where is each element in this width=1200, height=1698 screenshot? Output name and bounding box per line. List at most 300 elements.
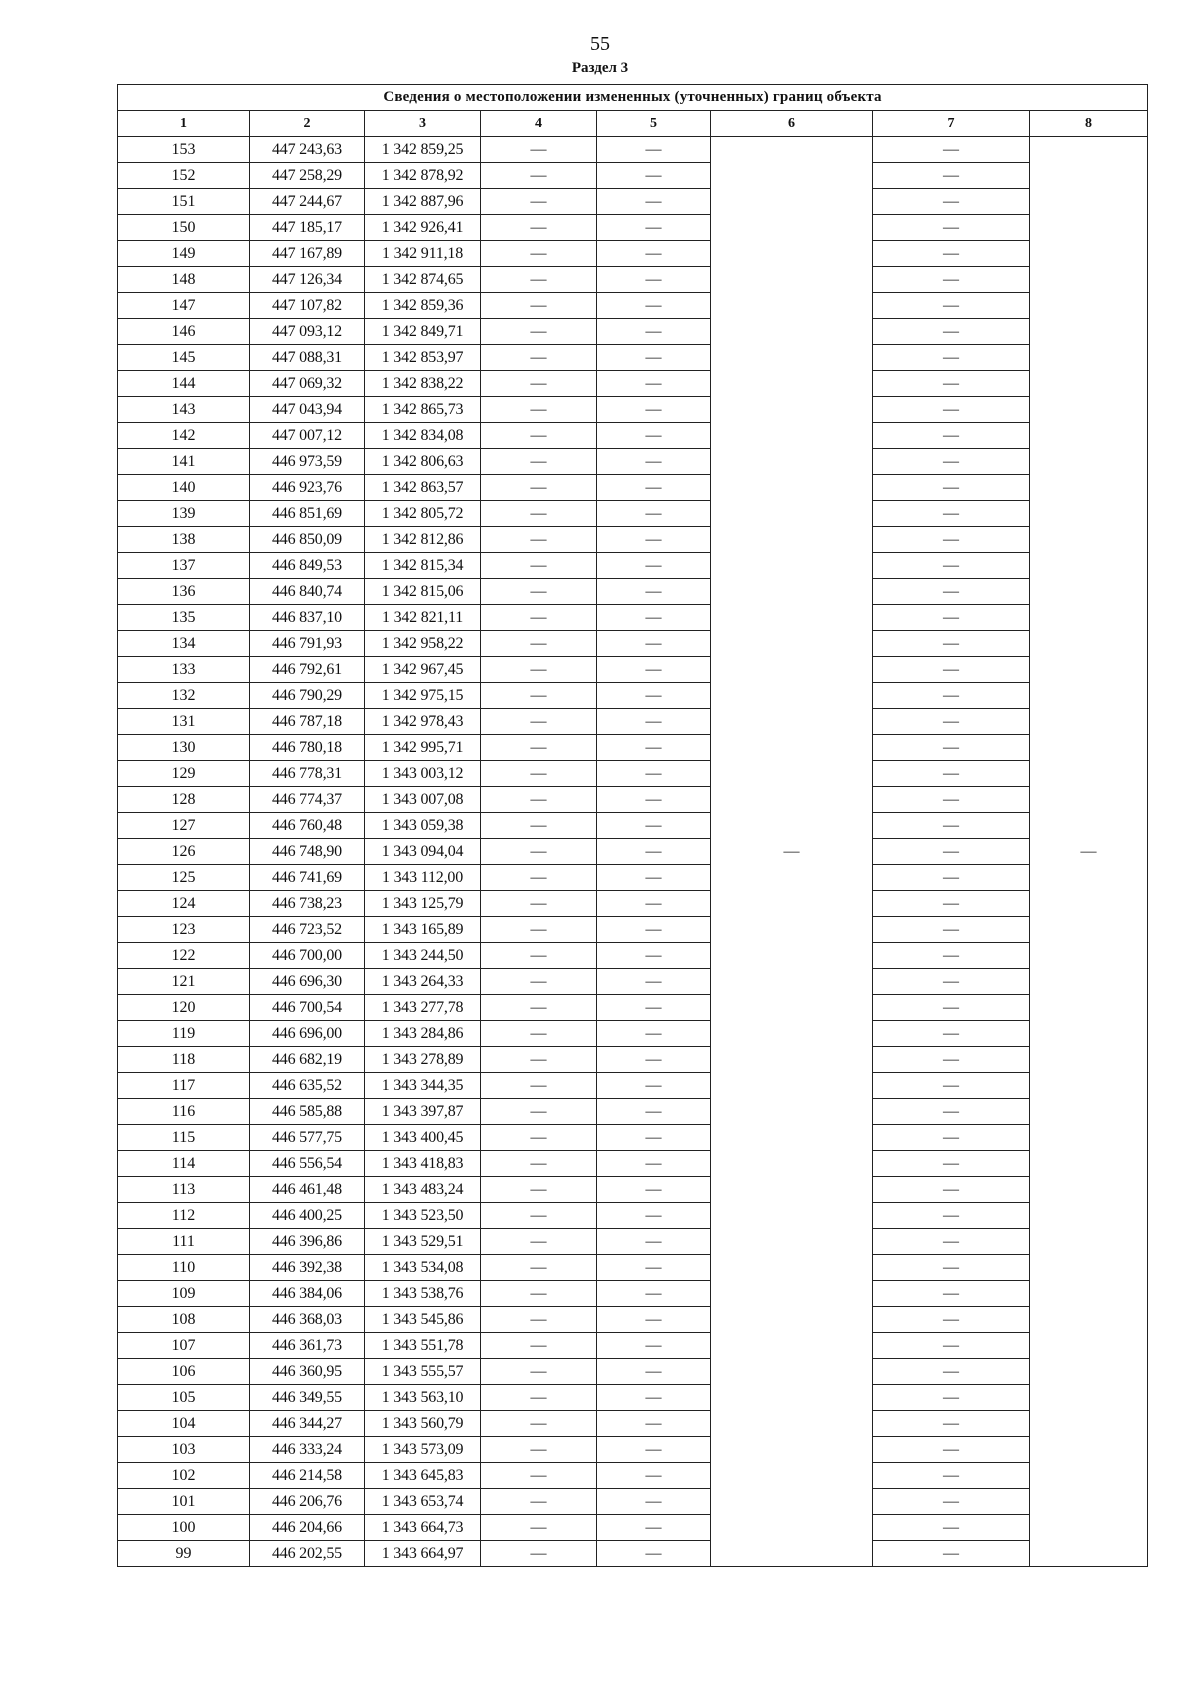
coordinate-y: 1 343 112,00 bbox=[365, 865, 481, 891]
column-7-value: — bbox=[873, 1359, 1030, 1385]
column-4-value: — bbox=[481, 475, 597, 501]
coordinate-y: 1 343 545,86 bbox=[365, 1307, 481, 1333]
column-5-value: — bbox=[597, 579, 711, 605]
coordinate-y: 1 342 812,86 bbox=[365, 527, 481, 553]
column-4-value: — bbox=[481, 1437, 597, 1463]
table-row bbox=[118, 891, 1148, 917]
table-row bbox=[118, 735, 1148, 761]
column-5-value: — bbox=[597, 969, 711, 995]
column-5-value: — bbox=[597, 605, 711, 631]
coordinate-y: 1 343 284,86 bbox=[365, 1021, 481, 1047]
column-5-value: — bbox=[597, 501, 711, 527]
coordinate-x: 446 585,88 bbox=[250, 1099, 365, 1125]
column-7-value: — bbox=[873, 1229, 1030, 1255]
coordinate-y: 1 342 958,22 bbox=[365, 631, 481, 657]
point-number: 135 bbox=[118, 605, 250, 631]
coordinate-x: 447 107,82 bbox=[250, 293, 365, 319]
column-5-value: — bbox=[597, 241, 711, 267]
column-7-value: — bbox=[873, 1151, 1030, 1177]
column-5-value: — bbox=[597, 449, 711, 475]
point-number: 119 bbox=[118, 1021, 250, 1047]
point-number: 149 bbox=[118, 241, 250, 267]
coordinate-x: 446 741,69 bbox=[250, 865, 365, 891]
table-row bbox=[118, 631, 1148, 657]
column-4-value: — bbox=[481, 1255, 597, 1281]
table-row bbox=[118, 449, 1148, 475]
column-5-value: — bbox=[597, 1281, 711, 1307]
column-4-value: — bbox=[481, 813, 597, 839]
coordinate-y: 1 343 664,97 bbox=[365, 1541, 481, 1567]
column-7-value: — bbox=[873, 449, 1030, 475]
column-8-value: — bbox=[1030, 137, 1148, 1567]
column-7-value: — bbox=[873, 787, 1030, 813]
column-4-value: — bbox=[481, 163, 597, 189]
point-number: 131 bbox=[118, 709, 250, 735]
point-number: 146 bbox=[118, 319, 250, 345]
table-row bbox=[118, 1385, 1148, 1411]
coordinate-y: 1 342 874,65 bbox=[365, 267, 481, 293]
column-7-value: — bbox=[873, 1281, 1030, 1307]
column-5-value: — bbox=[597, 1333, 711, 1359]
column-7-value: — bbox=[873, 735, 1030, 761]
point-number: 109 bbox=[118, 1281, 250, 1307]
column-5-value: — bbox=[597, 1229, 711, 1255]
table-row bbox=[118, 553, 1148, 579]
coordinate-y: 1 343 645,83 bbox=[365, 1463, 481, 1489]
table-row bbox=[118, 995, 1148, 1021]
column-7-value: — bbox=[873, 917, 1030, 943]
coordinate-x: 446 700,54 bbox=[250, 995, 365, 1021]
column-5-value: — bbox=[597, 189, 711, 215]
column-4-value: — bbox=[481, 761, 597, 787]
point-number: 151 bbox=[118, 189, 250, 215]
table-row bbox=[118, 293, 1148, 319]
column-4-value: — bbox=[481, 1099, 597, 1125]
column-4-value: — bbox=[481, 787, 597, 813]
column-7-value: — bbox=[873, 397, 1030, 423]
column-7-value: — bbox=[873, 1021, 1030, 1047]
coordinate-y: 1 342 865,73 bbox=[365, 397, 481, 423]
point-number: 143 bbox=[118, 397, 250, 423]
coordinate-y: 1 342 978,43 bbox=[365, 709, 481, 735]
coordinate-y: 1 342 863,57 bbox=[365, 475, 481, 501]
table-row bbox=[118, 241, 1148, 267]
table-body bbox=[118, 137, 1148, 1567]
coordinate-x: 446 202,55 bbox=[250, 1541, 365, 1567]
column-4-value: — bbox=[481, 527, 597, 553]
coordinate-x: 446 790,29 bbox=[250, 683, 365, 709]
point-number: 129 bbox=[118, 761, 250, 787]
point-number: 136 bbox=[118, 579, 250, 605]
coordinate-x: 446 368,03 bbox=[250, 1307, 365, 1333]
point-number: 99 bbox=[118, 1541, 250, 1567]
point-number: 144 bbox=[118, 371, 250, 397]
table-row bbox=[118, 1333, 1148, 1359]
column-4-value: — bbox=[481, 267, 597, 293]
point-number: 118 bbox=[118, 1047, 250, 1073]
column-7-value: — bbox=[873, 189, 1030, 215]
column-5-value: — bbox=[597, 1411, 711, 1437]
table-row bbox=[118, 865, 1148, 891]
coordinate-y: 1 342 806,63 bbox=[365, 449, 481, 475]
column-7-value: — bbox=[873, 631, 1030, 657]
column-5-value: — bbox=[597, 787, 711, 813]
table-row bbox=[118, 423, 1148, 449]
column-5-value: — bbox=[597, 397, 711, 423]
coordinate-y: 1 342 815,06 bbox=[365, 579, 481, 605]
coordinate-x: 446 748,90 bbox=[250, 839, 365, 865]
table-row bbox=[118, 1307, 1148, 1333]
point-number: 111 bbox=[118, 1229, 250, 1255]
coordinate-x: 446 700,00 bbox=[250, 943, 365, 969]
table-row bbox=[118, 1281, 1148, 1307]
column-5-value: — bbox=[597, 527, 711, 553]
column-5-value: — bbox=[597, 995, 711, 1021]
table-row bbox=[118, 1177, 1148, 1203]
column-4-value: — bbox=[481, 865, 597, 891]
table-row bbox=[118, 1229, 1148, 1255]
column-4-value: — bbox=[481, 1541, 597, 1567]
column-5-value: — bbox=[597, 709, 711, 735]
coordinate-x: 447 185,17 bbox=[250, 215, 365, 241]
coordinate-x: 446 344,27 bbox=[250, 1411, 365, 1437]
coordinate-x: 446 738,23 bbox=[250, 891, 365, 917]
column-7-value: — bbox=[873, 1411, 1030, 1437]
column-5-value: — bbox=[597, 1255, 711, 1281]
coordinate-y: 1 342 805,72 bbox=[365, 501, 481, 527]
column-4-value: — bbox=[481, 735, 597, 761]
table-row bbox=[118, 501, 1148, 527]
column-5-value: — bbox=[597, 1385, 711, 1411]
point-number: 138 bbox=[118, 527, 250, 553]
table-row bbox=[118, 1047, 1148, 1073]
column-4-value: — bbox=[481, 657, 597, 683]
table-row bbox=[118, 1151, 1148, 1177]
column-4-value: — bbox=[481, 423, 597, 449]
table-row bbox=[118, 345, 1148, 371]
column-5-value: — bbox=[597, 735, 711, 761]
column-5-value: — bbox=[597, 1151, 711, 1177]
column-4-value: — bbox=[481, 1151, 597, 1177]
point-number: 100 bbox=[118, 1515, 250, 1541]
column-number-8: 8 bbox=[1030, 111, 1148, 137]
column-number-4: 4 bbox=[481, 111, 597, 137]
coordinate-y: 1 343 551,78 bbox=[365, 1333, 481, 1359]
column-5-value: — bbox=[597, 1307, 711, 1333]
column-4-value: — bbox=[481, 1463, 597, 1489]
table-row bbox=[118, 917, 1148, 943]
coordinate-y: 1 343 125,79 bbox=[365, 891, 481, 917]
coordinate-y: 1 343 563,10 bbox=[365, 1385, 481, 1411]
column-7-value: — bbox=[873, 657, 1030, 683]
coordinate-x: 446 556,54 bbox=[250, 1151, 365, 1177]
column-5-value: — bbox=[597, 1515, 711, 1541]
coordinate-x: 446 774,37 bbox=[250, 787, 365, 813]
point-number: 148 bbox=[118, 267, 250, 293]
column-7-value: — bbox=[873, 293, 1030, 319]
point-number: 124 bbox=[118, 891, 250, 917]
coordinate-x: 446 204,66 bbox=[250, 1515, 365, 1541]
column-5-value: — bbox=[597, 423, 711, 449]
coordinate-y: 1 343 523,50 bbox=[365, 1203, 481, 1229]
coordinate-y: 1 343 165,89 bbox=[365, 917, 481, 943]
column-4-value: — bbox=[481, 449, 597, 475]
coordinate-x: 447 243,63 bbox=[250, 137, 365, 163]
coordinate-y: 1 343 560,79 bbox=[365, 1411, 481, 1437]
column-4-value: — bbox=[481, 1489, 597, 1515]
column-7-value: — bbox=[873, 683, 1030, 709]
point-number: 123 bbox=[118, 917, 250, 943]
table-row bbox=[118, 683, 1148, 709]
coordinate-y: 1 342 975,15 bbox=[365, 683, 481, 709]
column-7-value: — bbox=[873, 371, 1030, 397]
point-number: 130 bbox=[118, 735, 250, 761]
table-row bbox=[118, 527, 1148, 553]
table-row bbox=[118, 319, 1148, 345]
coordinate-y: 1 342 838,22 bbox=[365, 371, 481, 397]
column-7-value: — bbox=[873, 1489, 1030, 1515]
table-row bbox=[118, 1411, 1148, 1437]
coordinate-x: 446 851,69 bbox=[250, 501, 365, 527]
coordinate-x: 446 723,52 bbox=[250, 917, 365, 943]
point-number: 141 bbox=[118, 449, 250, 475]
column-4-value: — bbox=[481, 917, 597, 943]
column-5-value: — bbox=[597, 1359, 711, 1385]
coordinate-y: 1 342 859,36 bbox=[365, 293, 481, 319]
column-7-value: — bbox=[873, 501, 1030, 527]
column-4-value: — bbox=[481, 969, 597, 995]
coordinate-x: 446 392,38 bbox=[250, 1255, 365, 1281]
column-7-value: — bbox=[873, 1203, 1030, 1229]
column-4-value: — bbox=[481, 371, 597, 397]
point-number: 113 bbox=[118, 1177, 250, 1203]
column-7-value: — bbox=[873, 1255, 1030, 1281]
column-4-value: — bbox=[481, 1073, 597, 1099]
coordinate-x: 446 400,25 bbox=[250, 1203, 365, 1229]
point-number: 122 bbox=[118, 943, 250, 969]
table-row bbox=[118, 475, 1148, 501]
column-7-value: — bbox=[873, 1099, 1030, 1125]
column-5-value: — bbox=[597, 839, 711, 865]
table-row bbox=[118, 1437, 1148, 1463]
column-4-value: — bbox=[481, 1281, 597, 1307]
point-number: 105 bbox=[118, 1385, 250, 1411]
column-7-value: — bbox=[873, 1437, 1030, 1463]
column-5-value: — bbox=[597, 163, 711, 189]
column-7-value: — bbox=[873, 943, 1030, 969]
column-5-value: — bbox=[597, 943, 711, 969]
table-row bbox=[118, 761, 1148, 787]
column-7-value: — bbox=[873, 1515, 1030, 1541]
column-7-value: — bbox=[873, 813, 1030, 839]
coordinate-x: 447 258,29 bbox=[250, 163, 365, 189]
column-5-value: — bbox=[597, 1125, 711, 1151]
coordinate-x: 446 760,48 bbox=[250, 813, 365, 839]
coordinate-y: 1 342 911,18 bbox=[365, 241, 481, 267]
coordinate-x: 446 850,09 bbox=[250, 527, 365, 553]
coordinate-x: 446 349,55 bbox=[250, 1385, 365, 1411]
coordinate-x: 446 696,00 bbox=[250, 1021, 365, 1047]
column-7-value: — bbox=[873, 969, 1030, 995]
column-7-value: — bbox=[873, 839, 1030, 865]
column-7-value: — bbox=[873, 995, 1030, 1021]
column-7-value: — bbox=[873, 1073, 1030, 1099]
coordinate-x: 446 780,18 bbox=[250, 735, 365, 761]
coordinate-x: 446 214,58 bbox=[250, 1463, 365, 1489]
column-5-value: — bbox=[597, 1541, 711, 1567]
column-5-value: — bbox=[597, 1073, 711, 1099]
coordinate-y: 1 343 397,87 bbox=[365, 1099, 481, 1125]
table-row bbox=[118, 215, 1148, 241]
column-7-value: — bbox=[873, 267, 1030, 293]
table-row bbox=[118, 1125, 1148, 1151]
coordinate-y: 1 343 529,51 bbox=[365, 1229, 481, 1255]
column-7-value: — bbox=[873, 865, 1030, 891]
table-row bbox=[118, 1203, 1148, 1229]
coordinate-x: 446 396,86 bbox=[250, 1229, 365, 1255]
coordinate-y: 1 343 264,33 bbox=[365, 969, 481, 995]
point-number: 147 bbox=[118, 293, 250, 319]
coordinate-y: 1 342 821,11 bbox=[365, 605, 481, 631]
point-number: 120 bbox=[118, 995, 250, 1021]
column-4-value: — bbox=[481, 397, 597, 423]
coordinate-x: 446 840,74 bbox=[250, 579, 365, 605]
column-number-3: 3 bbox=[365, 111, 481, 137]
column-4-value: — bbox=[481, 553, 597, 579]
coordinate-x: 447 007,12 bbox=[250, 423, 365, 449]
column-4-value: — bbox=[481, 215, 597, 241]
column-4-value: — bbox=[481, 1047, 597, 1073]
point-number: 125 bbox=[118, 865, 250, 891]
column-4-value: — bbox=[481, 501, 597, 527]
column-number-5: 5 bbox=[597, 111, 711, 137]
column-5-value: — bbox=[597, 319, 711, 345]
point-number: 140 bbox=[118, 475, 250, 501]
column-4-value: — bbox=[481, 137, 597, 163]
column-4-value: — bbox=[481, 1307, 597, 1333]
coordinate-x: 447 244,67 bbox=[250, 189, 365, 215]
column-5-value: — bbox=[597, 1177, 711, 1203]
column-5-value: — bbox=[597, 475, 711, 501]
coordinate-x: 447 043,94 bbox=[250, 397, 365, 423]
point-number: 142 bbox=[118, 423, 250, 449]
table-row bbox=[118, 189, 1148, 215]
column-7-value: — bbox=[873, 709, 1030, 735]
column-4-value: — bbox=[481, 709, 597, 735]
table-row bbox=[118, 1099, 1148, 1125]
point-number: 102 bbox=[118, 1463, 250, 1489]
column-7-value: — bbox=[873, 137, 1030, 163]
coordinate-y: 1 343 538,76 bbox=[365, 1281, 481, 1307]
column-7-value: — bbox=[873, 241, 1030, 267]
coordinate-y: 1 342 853,97 bbox=[365, 345, 481, 371]
point-number: 114 bbox=[118, 1151, 250, 1177]
column-5-value: — bbox=[597, 1437, 711, 1463]
point-number: 133 bbox=[118, 657, 250, 683]
boundary-coordinates-table bbox=[117, 84, 1148, 1567]
coordinate-y: 1 342 878,92 bbox=[365, 163, 481, 189]
column-4-value: — bbox=[481, 1229, 597, 1255]
table-row bbox=[118, 137, 1148, 163]
column-4-value: — bbox=[481, 605, 597, 631]
table-row bbox=[118, 1463, 1148, 1489]
point-number: 132 bbox=[118, 683, 250, 709]
column-4-value: — bbox=[481, 579, 597, 605]
coordinate-y: 1 343 534,08 bbox=[365, 1255, 481, 1281]
coordinate-x: 447 069,32 bbox=[250, 371, 365, 397]
point-number: 137 bbox=[118, 553, 250, 579]
table-row bbox=[118, 163, 1148, 189]
coordinate-x: 446 635,52 bbox=[250, 1073, 365, 1099]
column-5-value: — bbox=[597, 267, 711, 293]
column-4-value: — bbox=[481, 1385, 597, 1411]
column-4-value: — bbox=[481, 1125, 597, 1151]
column-4-value: — bbox=[481, 293, 597, 319]
column-5-value: — bbox=[597, 657, 711, 683]
column-7-value: — bbox=[873, 475, 1030, 501]
coordinate-y: 1 343 400,45 bbox=[365, 1125, 481, 1151]
column-7-value: — bbox=[873, 1333, 1030, 1359]
coordinate-x: 446 384,06 bbox=[250, 1281, 365, 1307]
column-number-row bbox=[118, 111, 1148, 137]
table-row bbox=[118, 579, 1148, 605]
column-4-value: — bbox=[481, 189, 597, 215]
coordinate-x: 447 167,89 bbox=[250, 241, 365, 267]
column-4-value: — bbox=[481, 995, 597, 1021]
column-5-value: — bbox=[597, 553, 711, 579]
column-4-value: — bbox=[481, 839, 597, 865]
point-number: 117 bbox=[118, 1073, 250, 1099]
column-4-value: — bbox=[481, 1411, 597, 1437]
section-title: Раздел 3 bbox=[571, 60, 629, 76]
coordinate-y: 1 343 483,24 bbox=[365, 1177, 481, 1203]
table-caption: Сведения о местоположении измененных (уточненных) границ объекта bbox=[118, 85, 1148, 111]
column-4-value: — bbox=[481, 319, 597, 345]
column-7-value: — bbox=[873, 553, 1030, 579]
coordinate-x: 446 361,73 bbox=[250, 1333, 365, 1359]
column-5-value: — bbox=[597, 865, 711, 891]
table-row bbox=[118, 267, 1148, 293]
column-7-value: — bbox=[873, 1385, 1030, 1411]
coordinate-x: 446 682,19 bbox=[250, 1047, 365, 1073]
column-5-value: — bbox=[597, 1099, 711, 1125]
table-row bbox=[118, 787, 1148, 813]
column-4-value: — bbox=[481, 1021, 597, 1047]
point-number: 101 bbox=[118, 1489, 250, 1515]
column-5-value: — bbox=[597, 917, 711, 943]
column-5-value: — bbox=[597, 345, 711, 371]
table-row bbox=[118, 813, 1148, 839]
point-number: 116 bbox=[118, 1099, 250, 1125]
column-7-value: — bbox=[873, 1307, 1030, 1333]
coordinate-y: 1 342 995,71 bbox=[365, 735, 481, 761]
column-5-value: — bbox=[597, 1463, 711, 1489]
coordinate-x: 446 206,76 bbox=[250, 1489, 365, 1515]
point-number: 153 bbox=[118, 137, 250, 163]
coordinate-y: 1 342 834,08 bbox=[365, 423, 481, 449]
table-row bbox=[118, 709, 1148, 735]
point-number: 139 bbox=[118, 501, 250, 527]
coordinate-y: 1 343 244,50 bbox=[365, 943, 481, 969]
point-number: 134 bbox=[118, 631, 250, 657]
point-number: 152 bbox=[118, 163, 250, 189]
table-row bbox=[118, 397, 1148, 423]
table-row bbox=[118, 1021, 1148, 1047]
coordinate-y: 1 343 094,04 bbox=[365, 839, 481, 865]
coordinate-y: 1 343 059,38 bbox=[365, 813, 481, 839]
coordinate-x: 446 696,30 bbox=[250, 969, 365, 995]
point-number: 126 bbox=[118, 839, 250, 865]
